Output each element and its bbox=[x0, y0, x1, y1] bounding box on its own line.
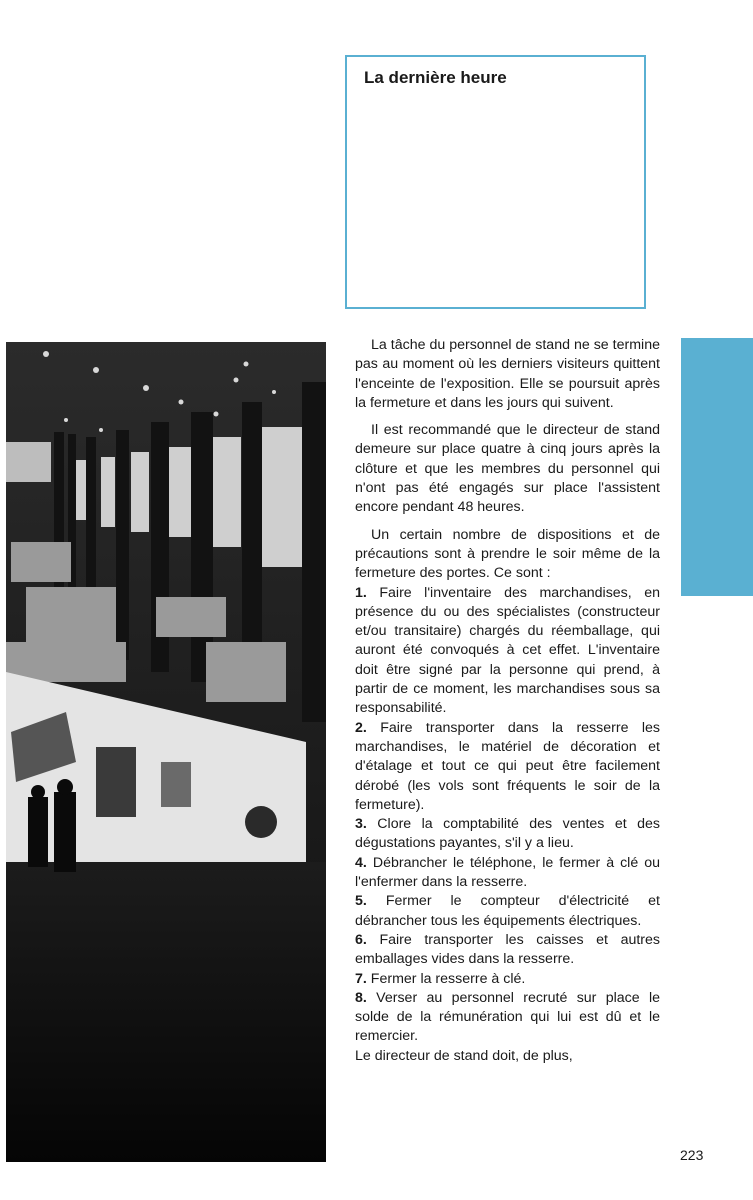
item-text: Verser au personnel recruté sur place le solde de la rémunération qui lui est dû et le remercier. bbox=[355, 989, 660, 1045]
paragraph: Il est recommandé que le directeur de stand demeure sur place quatre à cinq jours après la clôture et que les membres du personnel qui n'ont pas été engagés sur place l'assistent encore pendant 48 heures. bbox=[355, 422, 660, 516]
item-number: 3. bbox=[355, 816, 367, 833]
item-text: Débrancher le téléphone, le fermer à clé ou l'enfermer dans la resserre. bbox=[355, 854, 660, 891]
list-item bbox=[355, 892, 660, 931]
paragraph: La tâche du personnel de stand ne se termine pas au moment où les derniers visiteurs quittent l'enceinte de l'exposition. Elle se poursuit après la fermeture et dans les jours qui suivent. bbox=[355, 337, 660, 411]
item-number: 8. bbox=[355, 989, 367, 1006]
list-item bbox=[355, 989, 660, 1047]
body-text bbox=[355, 336, 660, 1066]
item-text: Clore la comptabilité des ventes et des dégustations payantes, s'il y a lieu. bbox=[355, 816, 660, 852]
list-item bbox=[355, 970, 660, 989]
item-text: Faire transporter les caisses et autres emballages vides dans la resserre. bbox=[355, 931, 660, 968]
item-text: Faire l'inventaire des marchandises, en présence du ou des spécialistes (constructeur et/ou transitaire) chargés du réemballage, qui auront été convoqués à cet effet. L'inventaire doit être signé par la personne qui prend, à partir de ce moment, les marchandises sous sa responsabilité. bbox=[355, 584, 660, 717]
item-number: 2. bbox=[355, 719, 367, 736]
list-item bbox=[355, 931, 660, 970]
section-title: La dernière heure bbox=[364, 68, 507, 87]
item-number: 7. bbox=[355, 970, 367, 987]
list-item bbox=[355, 854, 660, 893]
continuation-line: Le directeur de stand doit, de plus, bbox=[355, 1047, 573, 1064]
paragraph: Un certain nombre de dispositions et de précautions sont à prendre le soir même de la fermeture des portes. Ce sont : bbox=[355, 526, 660, 582]
item-number: 4. bbox=[355, 854, 367, 871]
exhibition-hall-photo bbox=[6, 342, 326, 1162]
hall-illustration bbox=[6, 342, 326, 1162]
page-number: 223 bbox=[680, 1147, 704, 1163]
item-number: 5. bbox=[355, 893, 367, 910]
list-item bbox=[355, 719, 660, 815]
item-number: 1. bbox=[355, 584, 367, 601]
item-text: Fermer le compteur d'électricité et débrancher tous les équipements électriques. bbox=[355, 893, 660, 929]
list-item bbox=[355, 815, 660, 854]
chapter-tab bbox=[681, 338, 753, 596]
list-item bbox=[355, 584, 660, 719]
item-text: Fermer la resserre à clé. bbox=[370, 970, 526, 987]
item-number: 6. bbox=[355, 931, 367, 948]
title-box bbox=[345, 55, 646, 309]
item-text: Faire transporter dans la resserre les marchandises, le matériel de décoration et d'étalage et tout ce qui peut être facilement dérobé (les vols sont fréquents le soir de la fermeture). bbox=[355, 719, 660, 813]
